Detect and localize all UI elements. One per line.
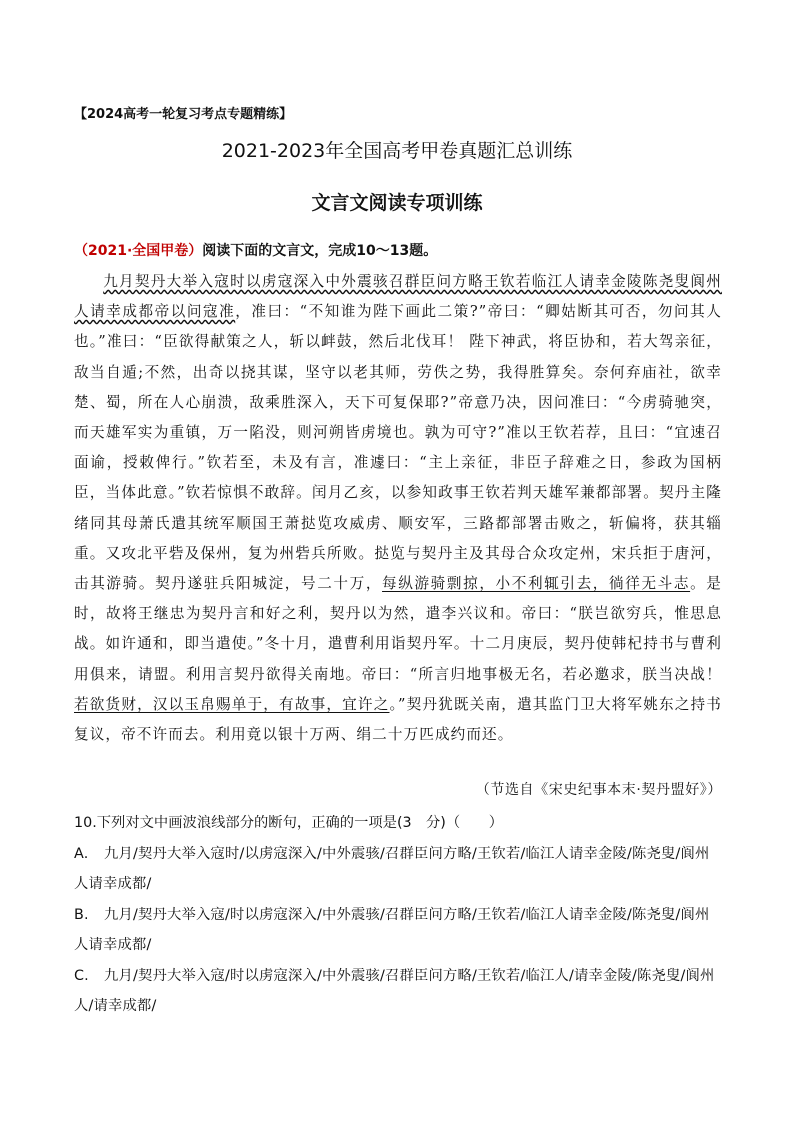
instruction (74, 240, 437, 260)
page-subtitle: 文言文阅读专项训练 (311, 192, 483, 214)
source-note: （节选自《宋史纪事本末·契丹盟好》） (475, 782, 722, 798)
option-label: C. (74, 967, 89, 984)
option-text: 九月/契丹大举入寇/时以虏寇深入/中外震骇/召群臣问方略/王钦若/临江人/请幸金陵/陈尧叟/阆州人/请幸成都/ (74, 967, 715, 1014)
underlined-sentence-2: 若欲货财，汉以玉帛赐单于，有故事，宜许之 (74, 695, 390, 713)
passage-text (74, 267, 722, 750)
instruction-text: 阅读下面的文言文，完成10～13题。 (202, 243, 438, 259)
option-c (74, 961, 722, 1022)
question-10 (74, 808, 722, 1022)
passage-part-3: 。”契丹犹既关南，遣其监门卫大将军姚东之持书复议，帝不许而去。利用竟以银十万两、绢二十万匹成约而还。 (74, 695, 722, 744)
option-label: B. (74, 906, 89, 923)
passage-part-2: 。是时，故将王继忠为契丹言和好之利，契丹以为然，遣李兴议和。帝曰：“朕岂欲穷兵，惟思息战。如许通和，即当遣使。”冬十月，遣曹利用诣契丹军。十二月庚辰，契丹使韩杞持书与曹利用俱来，请盟。利用言契丹欲得关南地。帝曰：“所言归地事极无名，若必邀求，朕当决战！ (74, 575, 723, 683)
wavy-underlined-sentence: 九月契丹大举入寇时以虏寇深入中外震骇召群臣问方略王钦若临江人请幸金陵陈尧叟阆州人请幸成都帝以问寇准 (74, 273, 722, 321)
option-b (74, 900, 722, 961)
option-label: A. (74, 845, 89, 862)
question-stem: 10.下列对文中画波浪线部分的断句，正确的一项是(3 分)（ ） (74, 815, 504, 831)
option-text: 九月/契丹大举入寇/时以虏寇深入/中外震骇/召群臣问方略/王钦若/临江人请幸金陵/陈尧叟/阆州人请幸成都/ (74, 906, 710, 953)
option-text: 九月/契丹大举入寇时/以虏寇深入/中外震骇/召群臣问方略/王钦若/临江人请幸金陵/陈尧叟/阆州人请幸成都/ (74, 845, 710, 892)
passage-part-1: ，准曰：“不知谁为陛下画此二策?”帝曰：“卿姑断其可否，勿问其人也。”准曰：“臣欲得献策之人，斩以衅鼓，然后北伐耳！ 陛下神武，将臣协和，若大驾亲征，敌当自遁;不然，出奇以挠其谋，坚守以老其师，劳佚之势，我得胜算矣。奈何弃庙社，欲幸楚、蜀，所在人心崩溃，敌乘胜深入，天下可复保耶?”帝意乃决，因问准曰：“今虏骑驰突，而天雄军实为重镇，万一陷没，则河朔皆虏境也。孰为可守?”准以王钦若荐，且曰：“宜速召面谕，授敕俾行。”钦若至，未及有言，准遽曰：“主上亲征，非臣子辞难之日，参政为国柄臣，当体此意。”钦若惊惧不敢辞。闰月乙亥，以参知政事王钦若判天雄军兼都部署。契丹主隆绪同其母萧氏遣其统军顺国王萧挞览攻威虏、顺安军，三路都部署击败之，斩偏将，获其辎重。又攻北平砦及保州，复为州砦兵所败。挞览与契丹主及其母合众攻定州，宋兵拒于唐河，击其游骑。契丹遂驻兵阳城淀，号二十万， (74, 303, 722, 593)
page-title: 2021-2023年全国高考甲卷真题汇总训练 (221, 140, 573, 162)
option-a (74, 839, 722, 900)
header-tag: 【2024高考一轮复习考点专题精练】 (74, 107, 293, 122)
underlined-sentence-1: 每纵游骑剽掠，小不利辄引去，徜徉无斗志 (382, 575, 691, 593)
instruction-source: （2021·全国甲卷） (74, 243, 203, 259)
